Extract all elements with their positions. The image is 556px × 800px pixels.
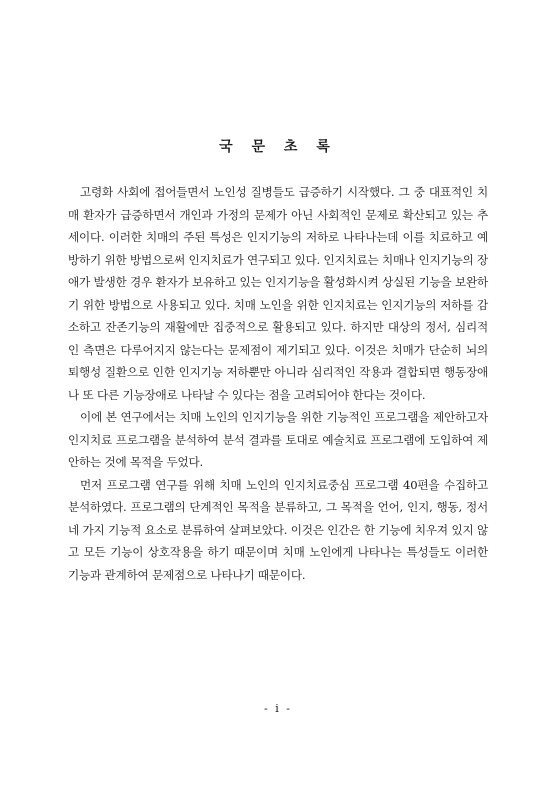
paragraph-1: 고령화 사회에 접어들면서 노인성 질병들도 급증하기 시작했다. 그 중 대표적인 치매 환자가 급증하면서 개인과 가정의 문제가 아닌 사회적인 문제로 확산되고 있는 추세이다. 이러한 치매의 주된 특성은 인지기능의 저하로 나타나는데 이를 치료하고 예방하기 위한 방법으로써 인지치료가 연구되고 있다. 인지치료는 치매나 인지기능의 장애가 발생한 경우 환자가 보유하고 있는 인지기능을 활성화시켜 상실된 기능을 보완하기 위한 방법으로 사용되고 있다. 치매 노인을 위한 인지치료는 인지기능의 저하를 감소하고 잔존기능의 재활에만 집중적으로 활용되고 있다. 하지만 대상의 정서, 심리적인 측면은 다루어지지 않는다는 문제점이 제기되고 있다. 이것은 치매가 단순히 뇌의 퇴행성 질환으로 인한 인지기능 저하뿐만 아니라 심리적인 작용과 결합되면 행동장애나 또 다른 기능장애로 나타날 수 있다는 점을 고려되어야 한다는 것이다. (68, 185, 488, 402)
page-number: - i - (264, 702, 292, 715)
abstract-body (68, 181, 488, 586)
page-title: 국 문 초 록 (219, 139, 337, 155)
paragraph-2: 이에 본 연구에서는 치매 노인의 인지기능을 위한 기능적인 프로그램을 제안하고자 인지치료 프로그램을 분석하여 분석 결과를 토대로 예술치료 프로그램에 도입하여 제안하는 것에 목적을 두었다. (68, 410, 488, 469)
paragraph-3: 먼저 프로그램 연구를 위해 치매 노인의 인지치료중심 프로그램 40편을 수집하고 분석하였다. 프로그램의 단계적인 목적을 분류하고, 그 목적을 언어, 인지, 행동, 정서 네 가지 기능적 요소로 분류하여 살펴보았다. 이것은 인간은 한 기능에 치우져 있지 않고 모든 기능이 상호작용을 하기 때문이며 치매 노인에게 나타나는 특성들도 이러한 기능과 관계하여 문제점으로 나타나기 때문이다. (68, 477, 488, 582)
